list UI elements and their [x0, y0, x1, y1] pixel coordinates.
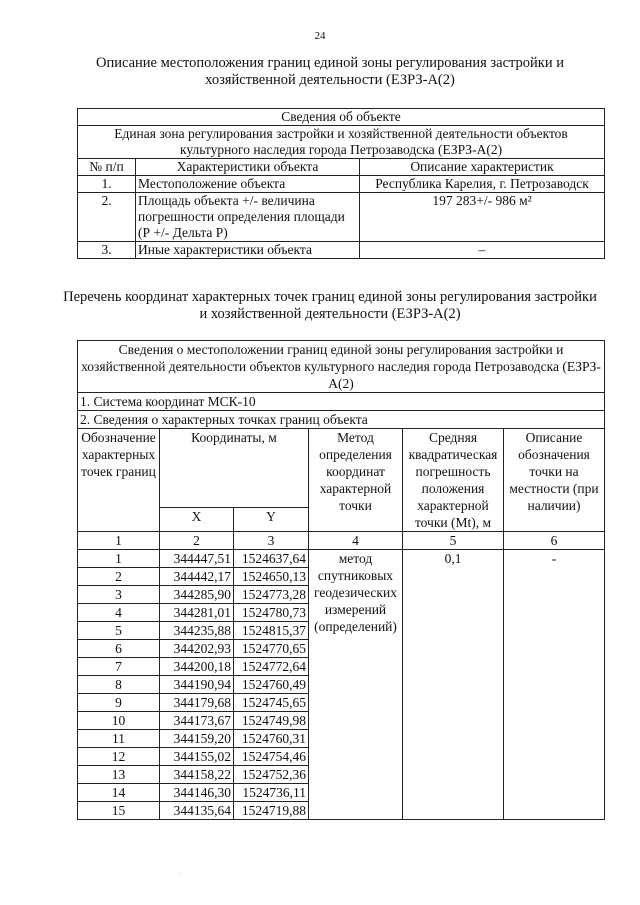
point-y: 1524752,36 — [234, 766, 309, 784]
point-y: 1524780,73 — [234, 604, 309, 622]
point-number: 8 — [78, 676, 160, 694]
point-y: 1524719,88 — [234, 802, 309, 820]
object-section-title: Сведения об объекте — [78, 109, 605, 126]
points-section: 2. Сведения о характерных точках границ объекта — [78, 411, 605, 429]
point-y: 1524760,49 — [234, 676, 309, 694]
header-characteristics: Характеристики объекта — [136, 159, 360, 176]
point-number: 6 — [78, 640, 160, 658]
row-num: 1. — [78, 176, 136, 193]
point-number: 11 — [78, 730, 160, 748]
object-row — [78, 176, 605, 193]
point-number: 5 — [78, 622, 160, 640]
row-value: 197 283+/- 986 м² — [360, 193, 605, 242]
col-number: 4 — [309, 532, 403, 550]
point-y: 1524754,46 — [234, 748, 309, 766]
point-x: 344135,64 — [160, 802, 234, 820]
point-number: 1 — [78, 550, 160, 568]
point-x: 344155,02 — [160, 748, 234, 766]
row-num: 3. — [78, 242, 136, 259]
point-number: 14 — [78, 784, 160, 802]
point-x: 344285,90 — [160, 586, 234, 604]
point-x: 344442,17 — [160, 568, 234, 586]
object-info-table — [77, 108, 605, 259]
col-number: 2 — [160, 532, 234, 550]
row-name: Местоположение объекта — [136, 176, 360, 193]
point-x: 344159,20 — [160, 730, 234, 748]
header-error: Средняя квадратическая погрешность положения характерной точки (Mt), м — [403, 429, 504, 532]
point-x: 344447,51 — [160, 550, 234, 568]
header-y: Y — [234, 508, 309, 532]
header-x: X — [160, 508, 234, 532]
point-x: 344281,01 — [160, 604, 234, 622]
point-y: 1524760,31 — [234, 730, 309, 748]
object-row — [78, 242, 605, 259]
header-designation: Обозначение характерных точек границ — [78, 429, 160, 532]
header-method: Метод определения координат характерной точки — [309, 429, 403, 532]
point-y: 1524770,65 — [234, 640, 309, 658]
header-coordinates: Координаты, м — [160, 429, 309, 508]
heading-coordinates-list: Перечень координат характерных точек границ единой зоны регулирования застройки и хозяйственной деятельности (ЕЗРЗ-А(2) — [63, 289, 597, 322]
row-name: Площадь объекта +/- величина погрешности определения площади (Р +/- Дельта Р) — [136, 193, 360, 242]
error-cell: 0,1 — [403, 550, 504, 820]
col-number: 6 — [504, 532, 605, 550]
point-y: 1524815,37 — [234, 622, 309, 640]
point-number: 9 — [78, 694, 160, 712]
point-number: 2 — [78, 568, 160, 586]
col-number: 3 — [234, 532, 309, 550]
scan-speck: . — [180, 870, 182, 876]
point-number: 13 — [78, 766, 160, 784]
header-description: Описание характеристик — [360, 159, 605, 176]
column-numbers-row — [78, 532, 605, 550]
point-x: 344200,18 — [160, 658, 234, 676]
point-y: 1524745,65 — [234, 694, 309, 712]
point-y: 1524773,28 — [234, 586, 309, 604]
point-number: 12 — [78, 748, 160, 766]
point-number: 4 — [78, 604, 160, 622]
header-num: № п/п — [78, 159, 136, 176]
header-point-description: Описание обозначения точки на местности (при наличии) — [504, 429, 605, 532]
coordinate-system: 1. Система координат МСК-10 — [78, 393, 605, 411]
coord-table-title: Сведения о местоположении границ единой зоны регулирования застройки и хозяйственной деятельности объектов культурного наследия города Петрозаводска (ЕЗРЗ-А(2) — [78, 341, 605, 393]
row-num: 2. — [78, 193, 136, 242]
point-y: 1524650,13 — [234, 568, 309, 586]
heading-boundary-description: Описание местоположения границ единой зоны регулирования застройки и хозяйственной деятельности (ЕЗРЗ-А(2) — [96, 55, 564, 88]
point-y: 1524749,98 — [234, 712, 309, 730]
point-number: 15 — [78, 802, 160, 820]
coordinates-table — [77, 340, 605, 820]
page-number: 24 — [314, 30, 326, 42]
table-row — [78, 550, 605, 568]
col-number: 1 — [78, 532, 160, 550]
point-y: 1524637,64 — [234, 550, 309, 568]
point-y: 1524772,64 — [234, 658, 309, 676]
point-x: 344235,88 — [160, 622, 234, 640]
point-x: 344173,67 — [160, 712, 234, 730]
point-x: 344202,93 — [160, 640, 234, 658]
point-number: 10 — [78, 712, 160, 730]
method-cell: метод спутниковых геодезических измерений (определений) — [309, 550, 403, 820]
object-row — [78, 193, 605, 242]
point-x: 344146,30 — [160, 784, 234, 802]
point-y: 1524736,11 — [234, 784, 309, 802]
point-x: 344158,22 — [160, 766, 234, 784]
row-value: Республика Карелия, г. Петрозаводск — [360, 176, 605, 193]
row-name: Иные характеристики объекта — [136, 242, 360, 259]
point-x: 344179,68 — [160, 694, 234, 712]
point-number: 3 — [78, 586, 160, 604]
point-x: 344190,94 — [160, 676, 234, 694]
zone-name: Единая зона регулирования застройки и хозяйственной деятельности объектов культурного наследия города Петрозаводска (ЕЗРЗ-А(2) — [78, 126, 605, 159]
point-number: 7 — [78, 658, 160, 676]
row-value: – — [360, 242, 605, 259]
col-number: 5 — [403, 532, 504, 550]
point-description-cell: - — [504, 550, 605, 820]
